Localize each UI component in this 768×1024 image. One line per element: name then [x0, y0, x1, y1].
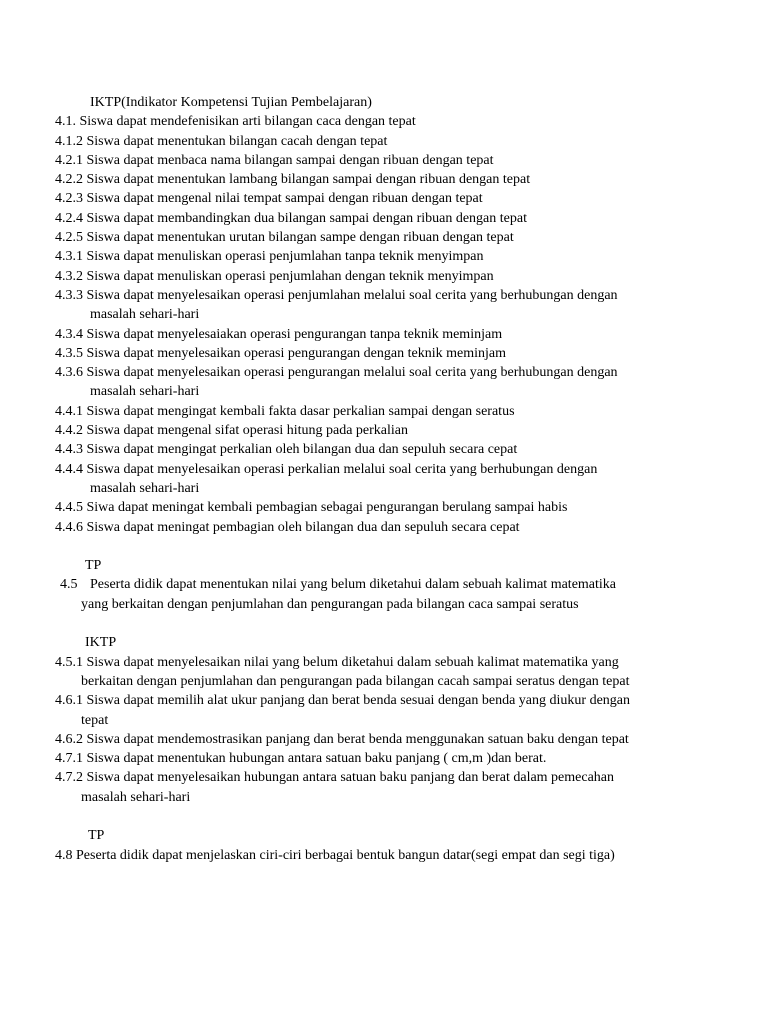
spacer	[55, 807, 695, 826]
list-item: 4.4.2 Siswa dapat mengenal sifat operasi hitung pada perkalian	[55, 423, 409, 439]
list-item: 4.3.6 Siswa dapat menyelesaikan operasi pengurangan melalui soal cerita yang berhubungan dengan	[55, 365, 618, 381]
section-heading-tp: TP	[88, 828, 105, 844]
list-item: 4.3.2 Siswa dapat menuliskan operasi penjumlahan dengan teknik menyimpan	[55, 268, 494, 284]
list-item: 4.2.2 Siswa dapat menentukan lambang bilangan sampai dengan ribuan dengan tepat	[55, 172, 531, 188]
list-item: 4.6.2 Siswa dapat mendemostrasikan panjang dan berat benda menggunakan satuan baku dengan tepat	[55, 731, 629, 747]
tp-number: 4.5	[60, 577, 78, 593]
spacer	[55, 614, 695, 633]
list-item-continuation: tepat	[81, 712, 109, 728]
list-item: 4.2.5 Siswa dapat menentukan urutan bilangan sampe dengan ribuan dengan tepat	[55, 230, 514, 246]
list-item: 4.1.2 Siswa dapat menentukan bilangan cacah dengan tepat	[55, 133, 388, 149]
list-item: 4.4.6 Siswa dapat meningat pembagian oleh bilangan dua dan sepuluh secara cepat	[55, 519, 520, 535]
section-heading-iktp: IKTP	[85, 635, 117, 651]
section-heading-tp: TP	[85, 558, 102, 574]
spacer	[55, 537, 695, 556]
list-item: 4.6.1 Siswa dapat memilih alat ukur panjang dan berat benda sesuai dengan benda yang diukur dengan	[55, 693, 630, 709]
list-item: 4.4.5 Siwa dapat meningat kembali pembagian sebagai pengurangan berulang sampai habis	[55, 500, 568, 516]
list-item: 4.3.5 Siswa dapat menyelesaikan operasi pengurangan dengan teknik meminjam	[55, 345, 506, 361]
list-item: 4.2.4 Siswa dapat membandingkan dua bilangan sampai dengan ribuan dengan tepat	[55, 210, 527, 226]
list-item: 4.5.1 Siswa dapat menyelesaikan nilai yang belum diketahui dalam sebuah kalimat matematika yang	[55, 654, 619, 670]
list-item: 4.7.2 Siswa dapat menyelesaikan hubungan antara satuan baku panjang dan berat dalam pemecahan	[55, 770, 615, 786]
list-item: 4.3.4 Siswa dapat menyelesaiakan operasi pengurangan tanpa teknik meminjam	[55, 326, 503, 342]
list-item: 4.4.4 Siswa dapat menyelesaikan operasi perkalian melalui soal cerita yang berhubungan dengan	[55, 461, 598, 477]
list-item-continuation: masalah sehari-hari	[90, 480, 200, 496]
list-item: 4.2.3 Siswa dapat mengenal nilai tempat sampai dengan ribuan dengan tepat	[55, 191, 483, 207]
list-item: 4.3.1 Siswa dapat menuliskan operasi penjumlahan tanpa teknik menyimpan	[55, 249, 484, 265]
list-item: 4.4.1 Siswa dapat mengingat kembali fakta dasar perkalian sampai dengan seratus	[55, 403, 515, 419]
list-item: 4.3.3 Siswa dapat menyelesaikan operasi penjumlahan melalui soal cerita yang berhubungan dengan	[55, 287, 618, 303]
tp-text: Peserta didik dapat menentukan nilai yang belum diketahui dalam sebuah kalimat matematika	[90, 577, 617, 593]
list-item: 4.1. Siswa dapat mendefenisikan arti bilangan caca dengan tepat	[55, 114, 416, 130]
list-item-continuation: masalah sehari-hari	[90, 384, 200, 400]
list-item-continuation: masalah sehari-hari	[90, 307, 200, 323]
tp-statement	[55, 575, 695, 594]
tp-statement: 4.8 Peserta didik dapat menjelaskan ciri-ciri berbagai bentuk bangun datar(segi empat dan segi tiga)	[55, 847, 615, 863]
list-item-continuation: berkaitan dengan penjumlahan dan pengurangan pada bilangan cacah sampai seratus dengan tepat	[81, 673, 630, 689]
document-body	[55, 93, 695, 865]
list-item-continuation: masalah sehari-hari	[81, 789, 191, 805]
tp-statement-continuation: yang berkaitan dengan penjumlahan dan pengurangan pada bilangan caca sampai seratus	[81, 596, 579, 612]
list-item: 4.2.1 Siswa dapat menbaca nama bilangan sampai dengan ribuan dengan tepat	[55, 152, 494, 168]
section-heading-iktp: IKTP(Indikator Kompetensi Tujian Pembelajaran)	[90, 95, 372, 110]
list-item: 4.4.3 Siswa dapat mengingat perkalian oleh bilangan dua dan sepuluh secara cepat	[55, 442, 518, 458]
list-item: 4.7.1 Siswa dapat menentukan hubungan antara satuan baku panjang ( cm,m )dan berat.	[55, 751, 547, 767]
